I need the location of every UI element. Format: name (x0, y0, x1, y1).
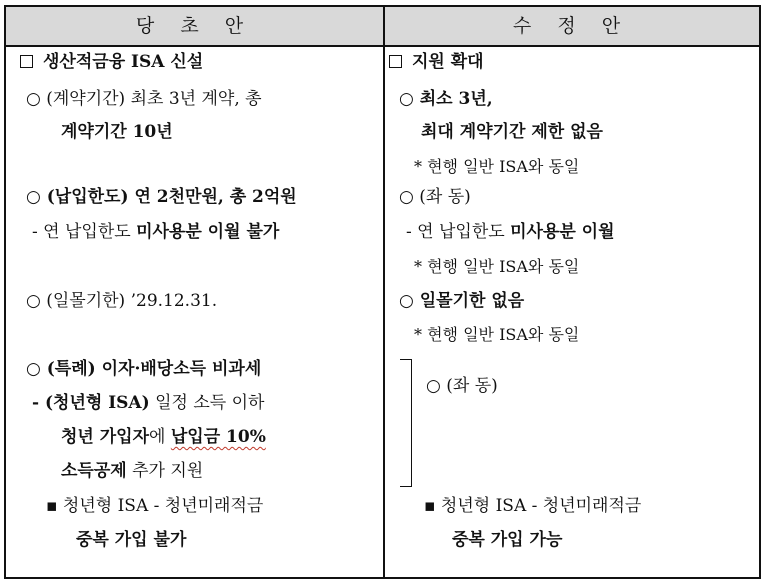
right-carryover: - 연 납입한도 미사용분 이월 (406, 222, 615, 242)
right-note-3: * 현행 일반 ISA와 동일 (414, 325, 580, 344)
left-maturity: ○ (일몰기한) ’29.12.31. (26, 291, 218, 311)
bracket-shape (400, 359, 412, 487)
right-same-1: ○ (좌 동) (399, 187, 471, 207)
right-note-2: * 현행 일반 ISA와 동일 (414, 257, 580, 276)
left-carryover: - 연 납입한도 미사용분 이월 불가 (32, 222, 280, 242)
right-same-2: ○ (좌 동) (426, 376, 498, 396)
left-special: ○ (특례) 이자·배당소득 비과세 (26, 359, 262, 379)
left-contract-period-line1: ○ (계약기간) 최초 3년 계약, 총 (26, 89, 262, 109)
right-note-1: * 현행 일반 ISA와 동일 (414, 157, 580, 176)
left-duplicate-line2: 중복 가입 불가 (76, 530, 187, 550)
header-original: 당 초 안 (135, 15, 254, 37)
right-min-line2: 최대 계약기간 제한 없음 (421, 122, 603, 142)
left-youth-line2: 청년 가입자에 납입금 10% (61, 427, 266, 447)
right-section-title: 지원 확대 (389, 50, 484, 74)
right-duplicate-line1: ▪ 청년형 ISA - 청년미래적금 (424, 496, 642, 516)
right-min-line1: ○ 최소 3년, (399, 89, 493, 109)
checkbox-square-icon (389, 55, 402, 68)
column-divider (383, 7, 385, 577)
header-revised: 수 정 안 (512, 15, 631, 37)
left-section-title: 생산적금융 ISA 신설 (20, 50, 203, 74)
left-contract-period-line2: 계약기간 10년 (61, 122, 173, 142)
checkbox-square-icon (20, 55, 33, 68)
left-payment-limit: ○ (납입한도) 연 2천만원, 총 2억원 (26, 187, 297, 207)
right-maturity: ○ 일몰기한 없음 (399, 291, 525, 311)
left-youth-line3: 소득공제 추가 지원 (61, 461, 204, 481)
left-youth-line1: - (청년형 ISA) 일정 소득 이하 (32, 393, 265, 413)
left-duplicate-line1: ▪ 청년형 ISA - 청년미래적금 (46, 496, 264, 516)
comparison-table (4, 5, 761, 579)
right-duplicate-line2: 중복 가입 가능 (452, 530, 563, 550)
